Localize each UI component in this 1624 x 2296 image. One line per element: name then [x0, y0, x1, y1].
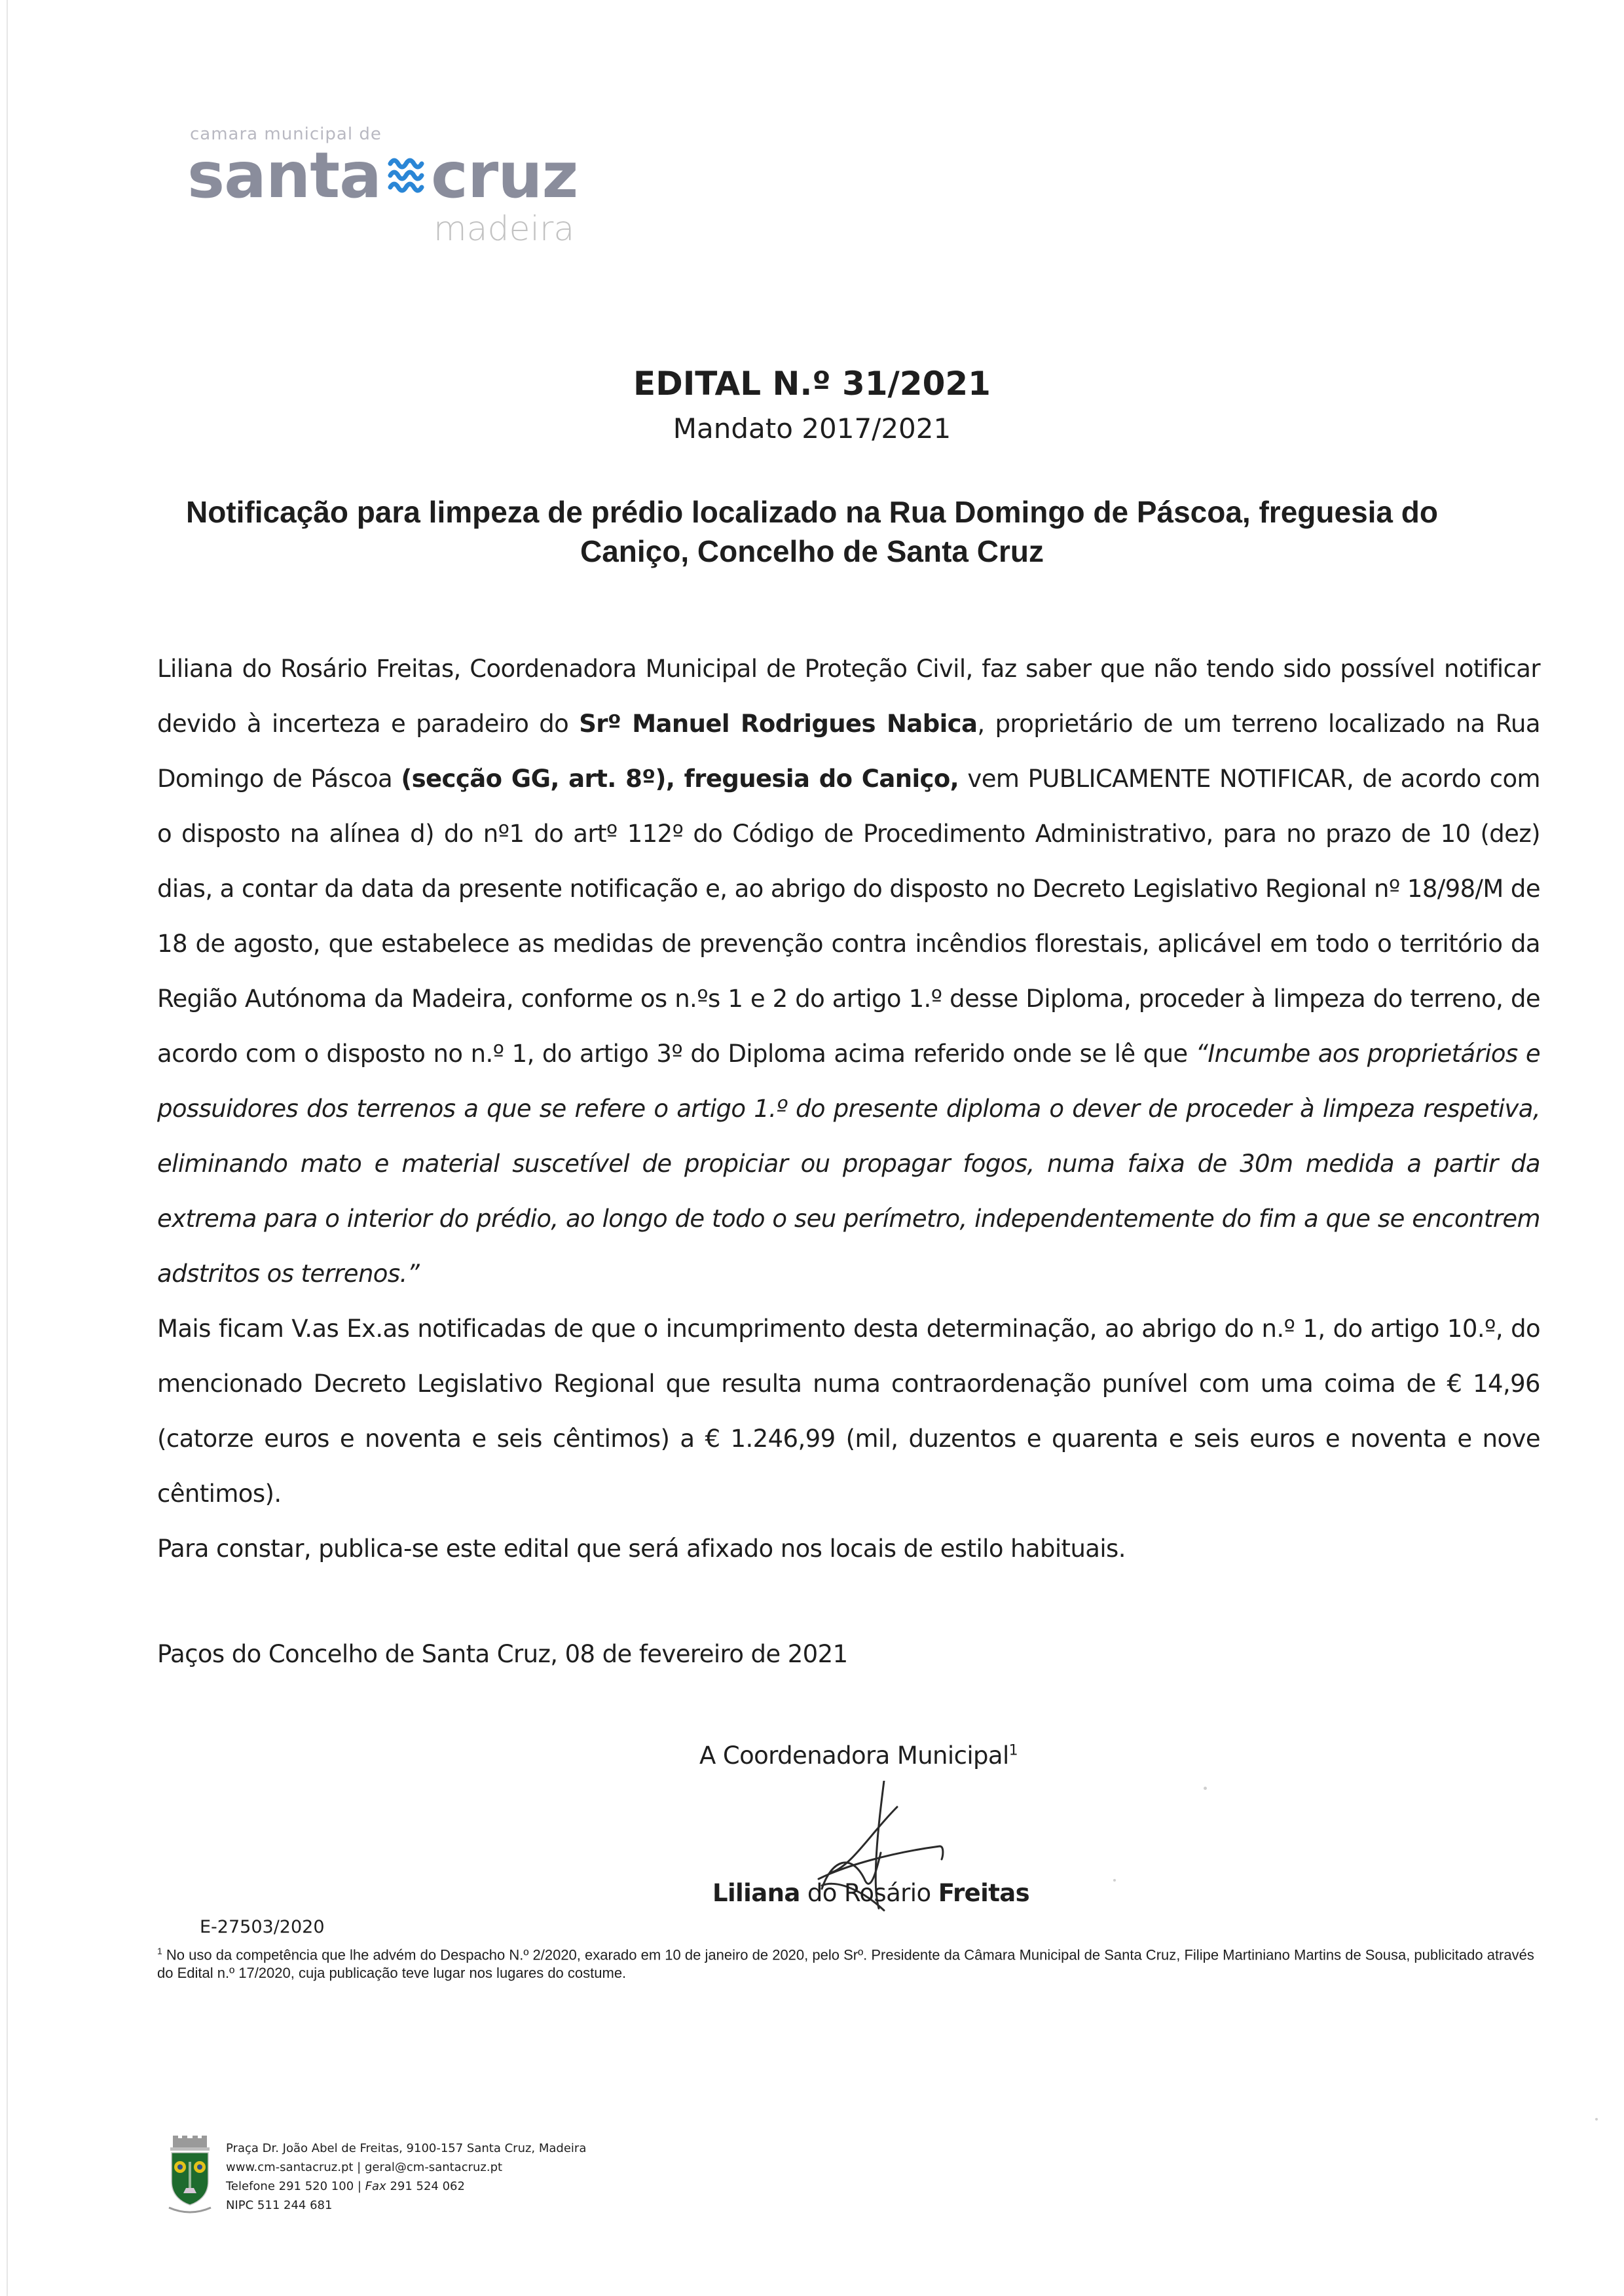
footer-email-link[interactable]: geral@cm-santacruz.pt — [364, 2160, 503, 2174]
scan-speck — [1113, 1879, 1116, 1882]
waves-icon — [388, 155, 424, 196]
logo-sub-text: madeira — [434, 210, 575, 249]
footer-web-email: www.cm-santacruz.pt | geral@cm-santacruz.pt — [226, 2160, 503, 2174]
footer-nipc: NIPC 511 244 681 — [226, 2198, 333, 2212]
place-date: Paços do Concelho de Santa Cruz, 08 de fevereiro de 2021 — [157, 1640, 848, 1668]
footer-phone: Telefone 291 520 100 — [226, 2179, 354, 2193]
document-title: EDITAL N.º 31/2021 — [633, 365, 991, 403]
page-edge — [7, 0, 8, 2296]
footer-contact — [226, 2139, 586, 2215]
signatory-name: Liliana do Rosário Freitas — [712, 1879, 1030, 1907]
footnote-mark: 1 — [1008, 1742, 1018, 1759]
logo-right-word: cruz — [430, 139, 578, 212]
footer-phone-fax: Telefone 291 520 100 | Fax 291 524 062 — [226, 2179, 465, 2193]
footer-fax: 291 524 062 — [386, 2179, 465, 2193]
municipality-logo — [187, 124, 583, 255]
footnote: $^1$ No uso da competência que lhe advém do Despacho N.º 2/2020, exarado em 10 de janeiro de 2020, pelo Srº. Presidente da Câmara Municipal de Santa Cruz, Filipe Martiniano Martins de Sousa, publicitado através do Edital n.º 17/2020, cuja publicação teve lugar nos lugares do costume. — [157, 1946, 1534, 1982]
notice-subject: Notificação para limpeza de prédio localizado na Rua Domingo de Páscoa, freguesia do Caniço, Concelho de Santa Cruz — [185, 495, 1438, 568]
logo-top-text: camara municipal de — [190, 124, 382, 144]
page-footer — [164, 2136, 753, 2221]
scan-speck — [1595, 2118, 1598, 2121]
body-paragraph-2: Mais ficam V.as Ex.as notificadas de que o incumprimento desta determinação, ao abrigo do n.º 1, do artigo 10.º, do mencionado Decreto Legislativo Regional que resulta numa contraordenação punível com uma coima de € 14,96 (catorze euros e noventa e seis cêntimos) a € 1.246,99 (mil, duzentos e quarenta e seis euros e noventa e nove cêntimos). — [157, 1315, 1540, 1508]
signatory-role: A Coordenadora Municipal$^1$ — [699, 1741, 1018, 1770]
property-location: (secção GG, art. 8º), freguesia do Caniço, — [401, 765, 959, 793]
legal-quote: “Incumbe aos proprietários e possuidores dos terrenos a que se refere o artigo 1.º do presente diploma o dever de proceder à limpeza respetiva, eliminando mato e material suscetível de propiciar ou propagar fogos, numa faixa de 30m medida a partir da extrema para o interior do prédio, ao longo de todo o seu perímetro, independentemente do fim a que se encontrem adstritos os terrenos.” — [157, 1040, 1540, 1288]
coat-of-arms-icon — [164, 2136, 216, 2219]
footnote-number: 1 — [157, 1946, 162, 1956]
owner-name: Srº Manuel Rodrigues Nabica — [579, 710, 978, 738]
footer-fax-label: Fax — [365, 2179, 386, 2193]
logo-main-text — [187, 139, 578, 212]
scan-speck — [1204, 1787, 1207, 1790]
footer-website-link[interactable]: www.cm-santacruz.pt — [226, 2160, 354, 2174]
body-paragraph-1: Liliana do Rosário Freitas, Coordenadora Municipal de Proteção Civil, faz saber que não tendo sido possível notificar devido à incerteza e paradeiro do Srº Manuel Rodrigues Nabica, proprietário de um terreno localizado na Rua Domingo de Páscoa (secção GG, art. 8º), freguesia do Caniço, vem PUBLICAMENTE NOTIFICAR, de acordo com o disposto na alínea d) do nº1 do artº 112º do Código de Procedimento Administrativo, para no prazo de 10 (dez) dias, a contar da data da presente notificação e, ao abrigo do disposto no Decreto Legislativo Regional nº 18/98/M de 18 de agosto, que estabelece as medidas de prevenção contra incêndios florestais, aplicável em todo o território da Região Autónoma da Madeira, conforme os n.ºs 1 e 2 do artigo 1.º desse Diploma, proceder à limpeza do terreno, de acordo com o disposto no n.º 1, do artigo 3º do Diploma acima referido onde se lê que “Incumbe aos proprietários e possuidores dos terrenos a que se refere o artigo 1.º do presente diploma o dever de proceder à limpeza respetiva, eliminando mato e material suscetível de propiciar ou propagar fogos, numa faixa de 30m medida a partir da extrema para o interior do prédio, ao longo de todo o seu perímetro, independentemente do fim a que se encontrem adstritos os terrenos.” — [157, 655, 1540, 1288]
process-reference: E-27503/2020 — [200, 1917, 325, 1937]
notice-body — [157, 642, 1540, 1576]
body-paragraph-3: Para constar, publica-se este edital que será afixado nos locais de estilo habituais. — [157, 1535, 1126, 1563]
mandate-subtitle: Mandato 2017/2021 — [673, 412, 951, 445]
footer-address: Praça Dr. João Abel de Freitas, 9100-157 Santa Cruz, Madeira — [226, 2141, 587, 2155]
logo-left-word: santa — [187, 139, 381, 212]
